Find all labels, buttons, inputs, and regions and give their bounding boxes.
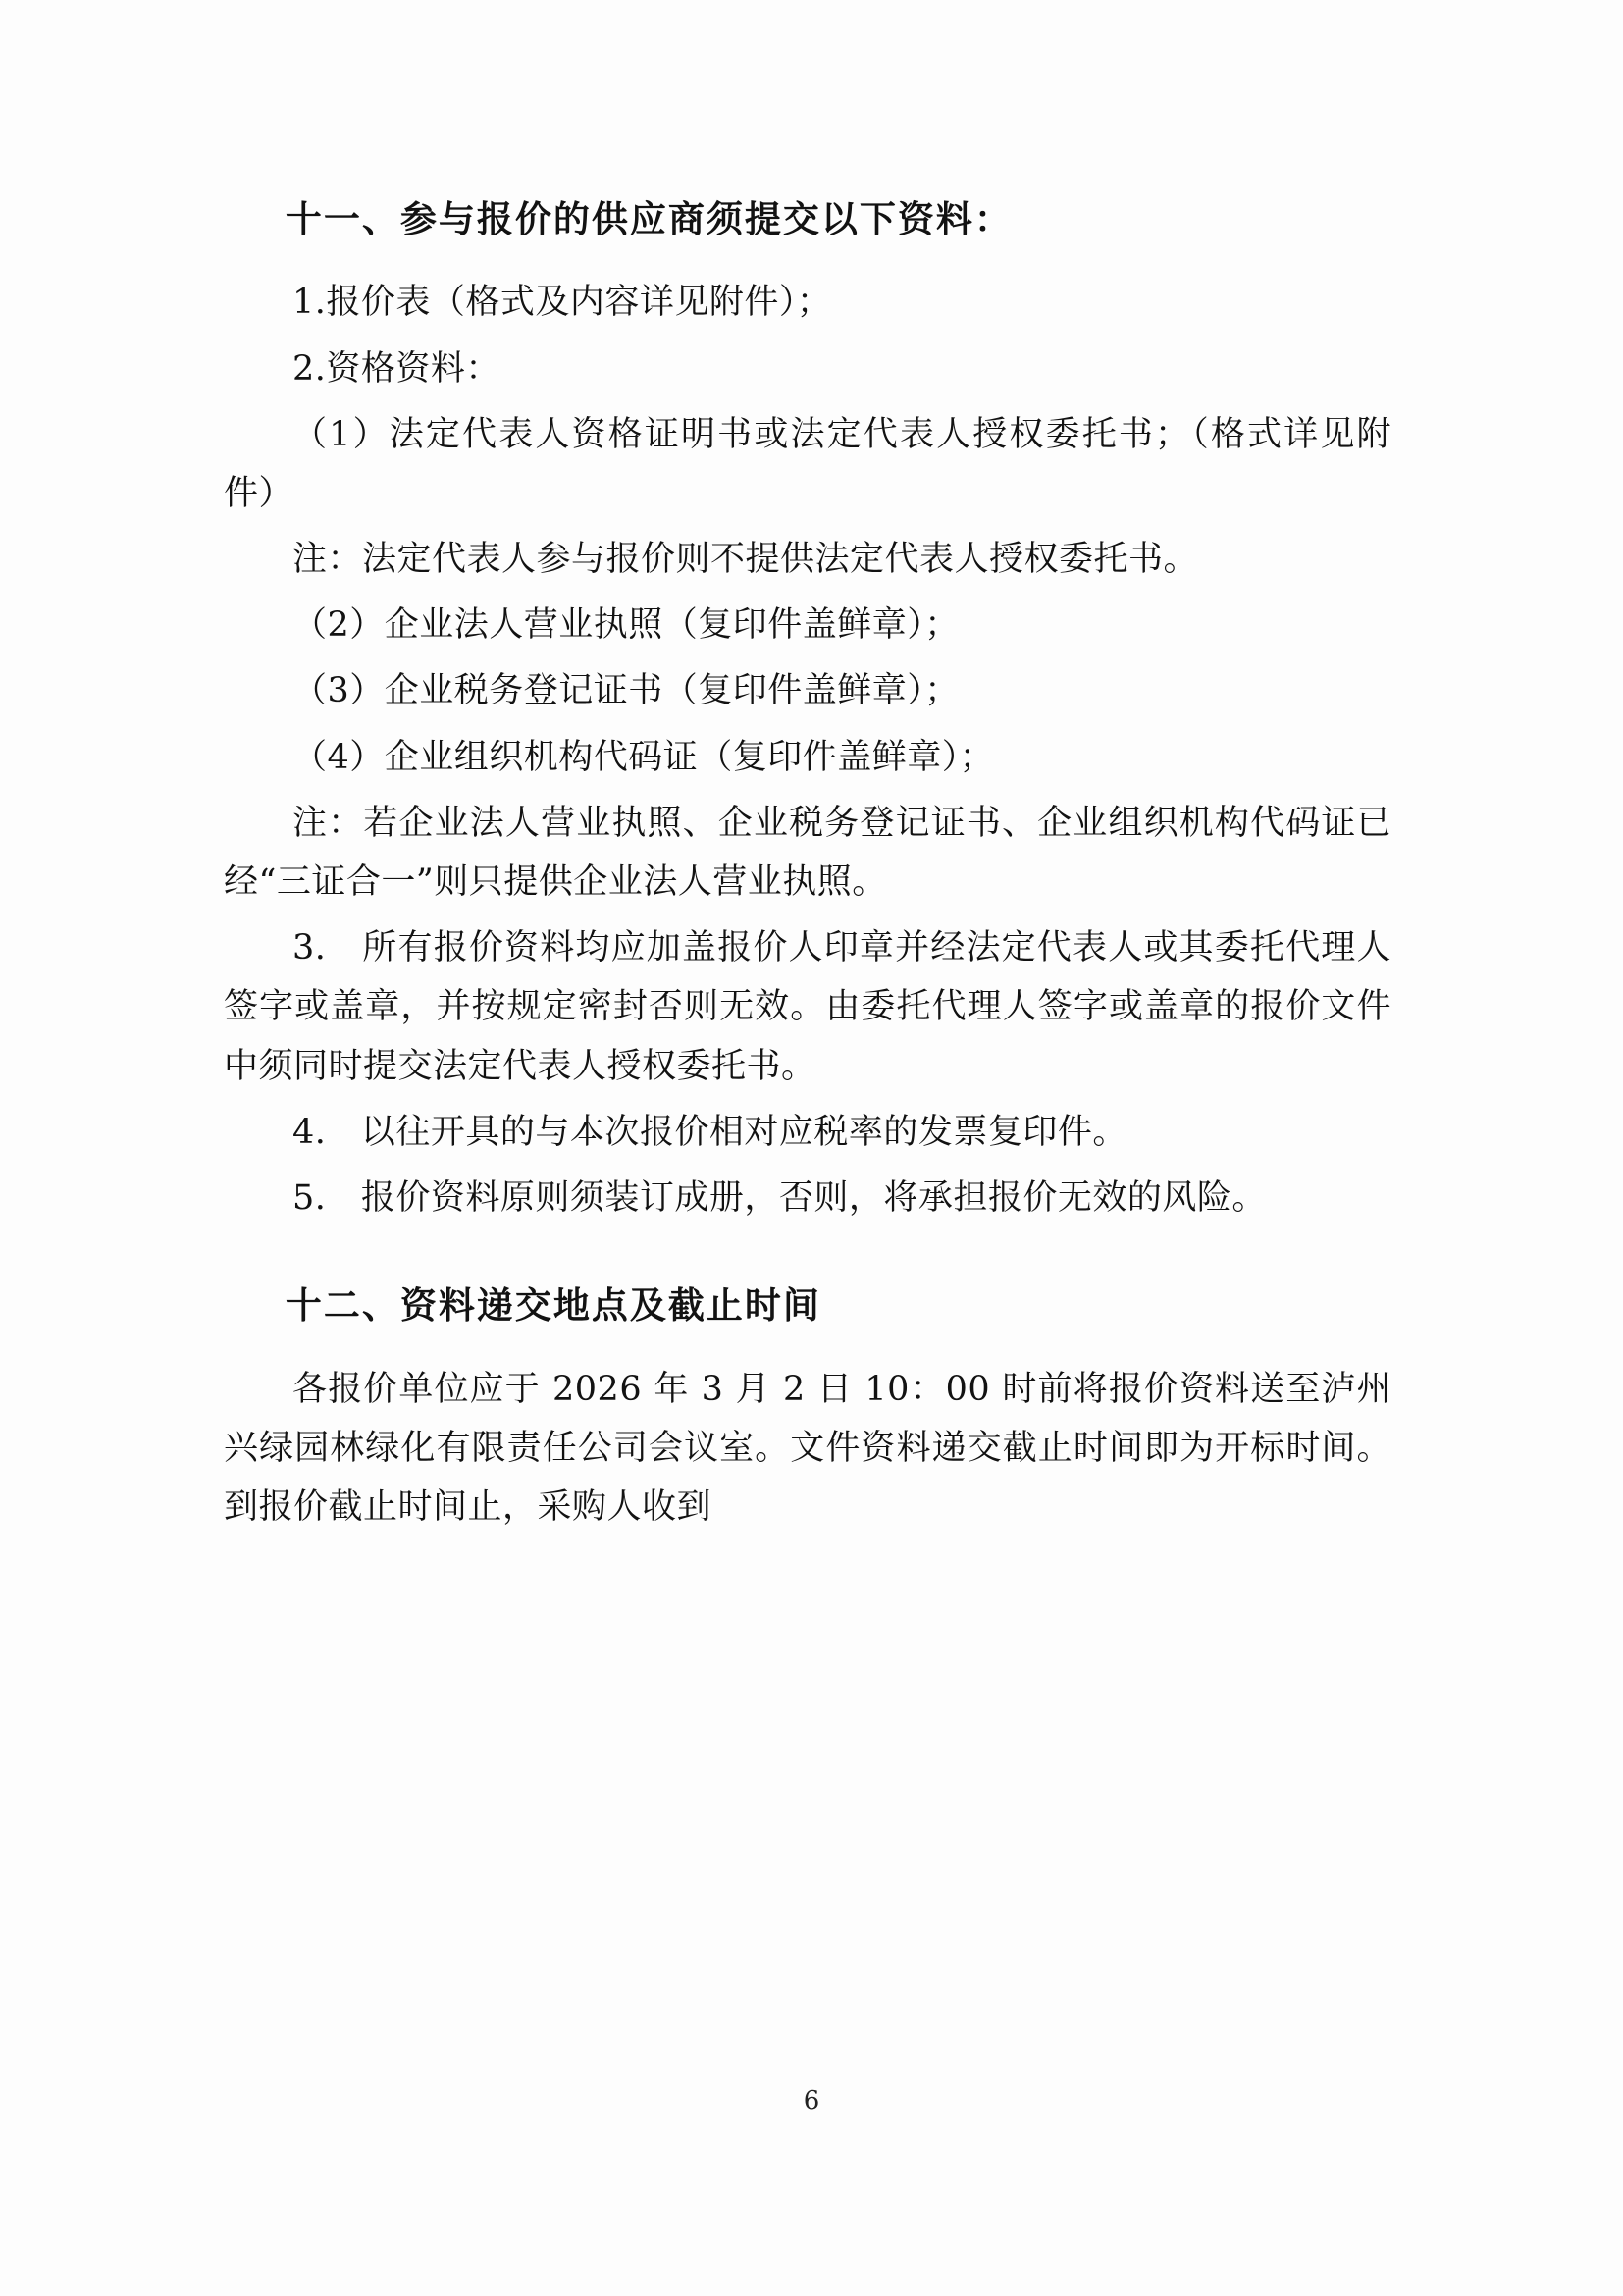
- paragraph-item-2: （2）企业法人营业执照（复印件盖鲜章）；: [292, 605, 960, 646]
- paragraph-quotation-form: 1.报价表（格式及内容详见附件）；: [292, 283, 832, 323]
- paragraph-item-4: （4）企业组织机构代码证（复印件盖鲜章）；: [292, 737, 995, 777]
- paragraph-item-1: （1）法定代表人资格证明书或法定代表人授权委托书；（格式详见附件）: [224, 414, 1391, 513]
- section-spacer: [224, 1234, 1391, 1278]
- paragraph-submission-deadline: 各报价单位应于 2026 年 3 月 2 日 10：00 时前将报价资料送至泸州兴绿园林绿化有限责任公司会议室。文件资料递交截止时间即为开标时间。到报价截止时间止，采购人收到: [224, 1369, 1391, 1527]
- paragraph-note-2: 注：若企业法人营业执照、企业税务登记证书、企业组织机构代码证已经“三证合一”则只提供企业法人营业执照。: [224, 803, 1391, 903]
- paragraph-item-3: （3）企业税务登记证书（复印件盖鲜章）；: [292, 671, 960, 711]
- paragraph-item-3-seal: 3. 所有报价资料均应加盖报价人印章并经法定代表人或其委托代理人签字或盖章，并按规定密封否则无效。由委托代理人签字或盖章的报价文件中须同时提交法定代表人授权委托书。: [224, 928, 1391, 1086]
- document-body: [224, 191, 1391, 1543]
- page-number: 6: [803, 2086, 820, 2115]
- paragraph-item-5-binding: 5. 报价资料原则须装订成册，否则，将承担报价无效的风险。: [292, 1177, 1267, 1218]
- section-heading-11: 十一、参与报价的供应商须提交以下资料：: [285, 197, 1013, 240]
- paragraph-qualification-materials: 2.资格资料：: [292, 348, 500, 389]
- paragraph-item-4-invoice: 4. 以往开具的与本次报价相对应税率的发票复印件。: [292, 1112, 1127, 1152]
- section-heading-12: 十二、资料递交地点及截止时间: [285, 1283, 821, 1328]
- paragraph-note-1: 注：法定代表人参与报价则不提供法定代表人授权委托书。: [292, 540, 1199, 580]
